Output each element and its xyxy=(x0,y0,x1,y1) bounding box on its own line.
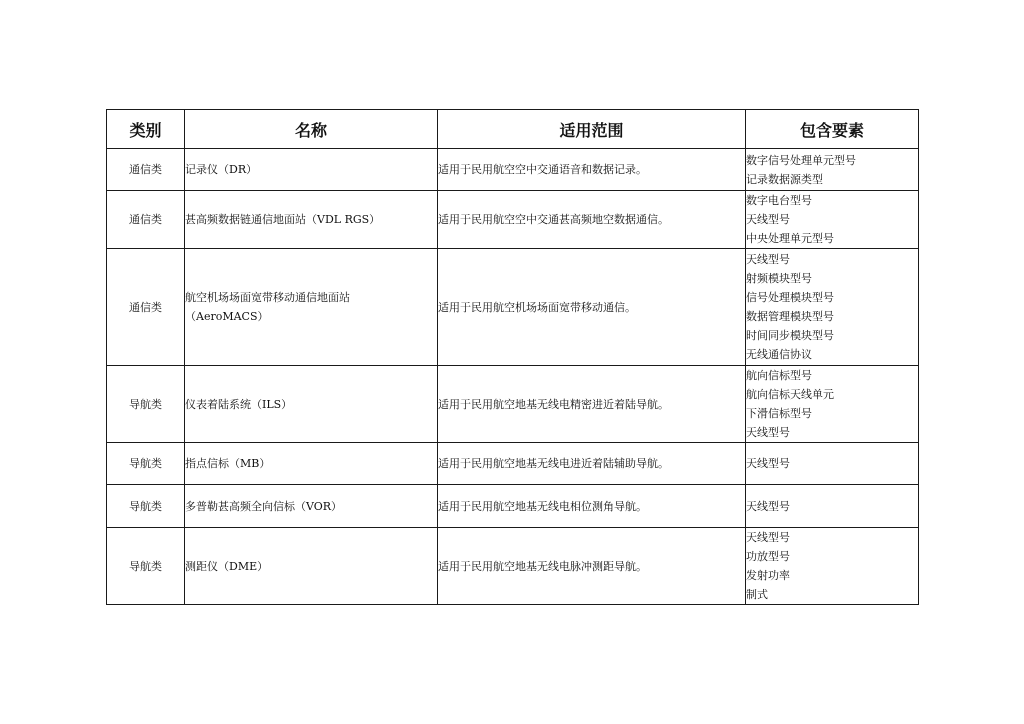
cell-scope: 适用于民用航空空中交通甚高频地空数据通信。 xyxy=(438,191,746,249)
element-item: 天线型号 xyxy=(746,213,790,226)
table-row xyxy=(107,249,919,366)
cell-scope: 适用于民用航空地基无线电相位测角导航。 xyxy=(438,485,746,528)
cell-elements xyxy=(746,366,919,443)
cell-name xyxy=(185,191,438,249)
name-line: 多普勒甚高频全向信标（VOR） xyxy=(185,499,343,513)
cell-scope: 适用于民用航空地基无线电精密进近着陆导航。 xyxy=(438,366,746,443)
name-line: 甚高频数据链通信地面站（VDL RGS） xyxy=(185,213,381,226)
cell-scope: 适用于民用航空空中交通语音和数据记录。 xyxy=(438,149,746,191)
cell-category: 通信类 xyxy=(107,249,185,366)
element-item: 天线型号 xyxy=(746,499,790,513)
element-item: 航向信标天线单元 xyxy=(746,388,834,401)
table-row xyxy=(107,366,919,443)
cell-name xyxy=(185,443,438,485)
cell-elements xyxy=(746,191,919,249)
element-item: 天线型号 xyxy=(746,531,790,544)
equipment-table xyxy=(106,109,919,605)
cell-name xyxy=(185,366,438,443)
cell-category: 导航类 xyxy=(107,443,185,485)
table-row xyxy=(107,528,919,605)
name-line: 指点信标（MB） xyxy=(185,457,271,470)
cell-elements xyxy=(746,149,919,191)
name-line: 测距仪（DME） xyxy=(185,559,269,573)
cell-category: 导航类 xyxy=(107,528,185,605)
table-row xyxy=(107,191,919,249)
element-item: 射频模块型号 xyxy=(746,272,812,285)
cell-category: 导航类 xyxy=(107,366,185,443)
header-scope: 适用范围 xyxy=(438,110,746,149)
element-item: 中央处理单元型号 xyxy=(746,232,834,245)
element-item: 无线通信协议 xyxy=(746,348,812,361)
table-body xyxy=(107,149,919,605)
cell-category: 导航类 xyxy=(107,485,185,528)
table-row xyxy=(107,443,919,485)
cell-scope: 适用于民用航空地基无线电进近着陆辅助导航。 xyxy=(438,443,746,485)
cell-elements xyxy=(746,485,919,528)
element-item: 天线型号 xyxy=(746,253,790,266)
name-line: 记录仪（DR） xyxy=(185,163,258,176)
cell-name xyxy=(185,249,438,366)
name-line: （AeroMACS） xyxy=(185,310,269,323)
cell-scope: 适用于民用航空地基无线电脉冲测距导航。 xyxy=(438,528,746,605)
element-item: 时间同步模块型号 xyxy=(746,329,834,342)
element-item: 制式 xyxy=(746,588,768,601)
cell-elements xyxy=(746,528,919,605)
element-item: 天线型号 xyxy=(746,426,790,439)
cell-elements xyxy=(746,443,919,485)
element-item: 功放型号 xyxy=(746,550,790,563)
element-item: 记录数据源类型 xyxy=(746,172,823,186)
table-row xyxy=(107,485,919,528)
element-item: 航向信标型号 xyxy=(746,369,812,382)
cell-elements xyxy=(746,249,919,366)
cell-name xyxy=(185,149,438,191)
header-elements: 包含要素 xyxy=(746,110,919,149)
name-line: 仪表着陆系统（ILS） xyxy=(185,397,293,411)
element-item: 数字电台型号 xyxy=(746,194,812,207)
element-item: 发射功率 xyxy=(746,569,790,582)
table-header-row xyxy=(107,110,919,149)
cell-name xyxy=(185,485,438,528)
cell-name xyxy=(185,528,438,605)
element-item: 天线型号 xyxy=(746,457,790,470)
cell-category: 通信类 xyxy=(107,191,185,249)
table-row xyxy=(107,149,919,191)
cell-scope: 适用于民用航空机场场面宽带移动通信。 xyxy=(438,249,746,366)
header-category: 类别 xyxy=(107,110,185,149)
header-name: 名称 xyxy=(185,110,438,149)
cell-category: 通信类 xyxy=(107,149,185,191)
element-item: 数据管理模块型号 xyxy=(746,310,834,323)
element-item: 下滑信标型号 xyxy=(746,407,812,420)
element-item: 数字信号处理单元型号 xyxy=(746,153,856,167)
name-line: 航空机场场面宽带移动通信地面站 xyxy=(185,291,350,304)
element-item: 信号处理模块型号 xyxy=(746,291,834,304)
